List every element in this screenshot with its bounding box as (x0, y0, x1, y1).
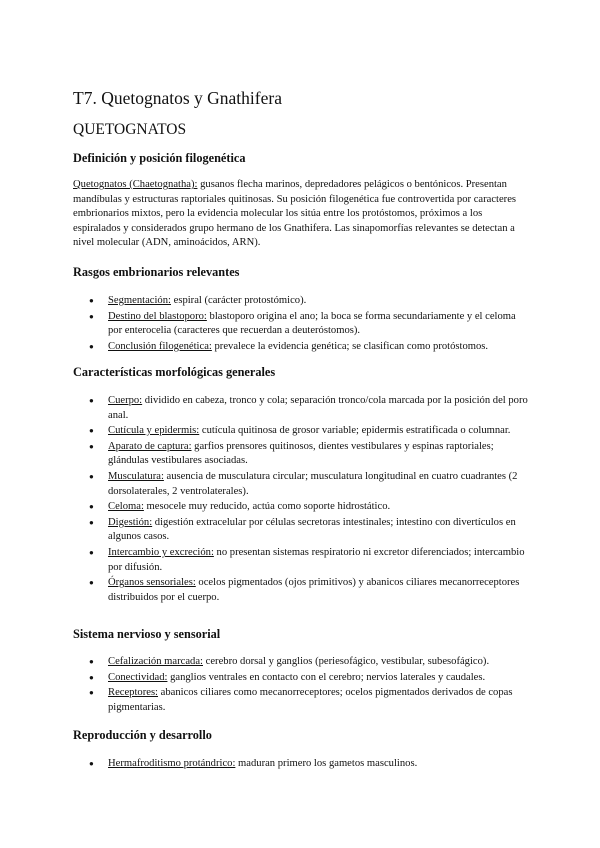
heading-morfologia: Características morfológicas generales (73, 365, 276, 379)
list-item (73, 470, 529, 499)
heading-rasgos: Rasgos embrionarios relevantes (73, 265, 240, 279)
item-text: cutícula quitinosa de grosor variable; epidermis estratificada o columnar. (199, 425, 511, 437)
item-term: Hermafroditismo protándrico: (108, 758, 236, 769)
item-term: Aparato de captura: (108, 440, 192, 452)
list-item (73, 340, 529, 355)
list-item (73, 424, 529, 439)
list-item (73, 576, 529, 605)
list-item (73, 686, 529, 715)
item-term: Destino del blastoporo: (108, 310, 207, 322)
item-term: Celoma: (108, 501, 144, 513)
item-text: digestión extracelular por células secretoras intestinales; intestino con divertículos en algunos casos. (108, 516, 516, 543)
item-term: Cefalización marcada: (108, 656, 203, 667)
morfologia-list (73, 394, 529, 606)
item-term: Órganos sensoriales: (108, 577, 196, 589)
item-term: Cuerpo: (108, 395, 143, 406)
definicion-paragraph (73, 178, 529, 251)
list-item (73, 671, 529, 686)
item-term: Receptores: (108, 687, 159, 699)
item-text: mesocele muy reducido, actúa como soporte hidrostático. (143, 501, 391, 513)
list-item (73, 500, 529, 515)
list-item (73, 394, 529, 423)
list-item (73, 294, 529, 309)
item-text: prevalece la evidencia genética; se clasifican como protóstomos. (211, 340, 489, 352)
item-text: blastoporo origina el ano; la boca se forma secundariamente y el celoma por enterocelia (caracteres que recuerdan a deuteróstomos). (108, 310, 516, 337)
item-text: abanicos ciliares como mecanorreceptores; ocelos pigmentados derivados de copas pigmentarias. (108, 687, 513, 713)
item-term: Segmentación: (108, 295, 171, 306)
definicion-text: gusanos flecha marinos, depredadores pelágicos o bentónicos. Presentan mandíbulas y estructuras raptoriales quitinosas. Su posición filogenética fue controvertida por caracteres embrionarios mixtos, pero la evidencia molecular los sitúa entre los protóstomos, próximos a los espiralados y considerados grupo hermano de los Gnathifera. Las sinapomorfías relevantes se detectan a nivel molecular (ADN, aminoácidos, ARN). (73, 179, 517, 249)
document-title: T7. Quetognatos y Gnathifera (73, 88, 282, 108)
list-item (73, 310, 529, 339)
item-text: dividido en cabeza, tronco y cola; separación tronco/cola marcada por la posición del poro anal. (108, 395, 528, 421)
item-text: no presentan sistemas respiratorio ni excretor diferenciados; intercambio por difusión. (108, 546, 525, 573)
item-text: garfios prensores quitinosos, dientes vestibulares y espinas raptoriales; glándulas vestibulares asociadas. (108, 440, 494, 467)
heading-reproduccion: Reproducción y desarrollo (73, 728, 212, 742)
list-item (73, 440, 529, 469)
reproduccion-list (73, 757, 529, 773)
section-title: QUETOGNATOS (73, 121, 187, 138)
item-term: Musculatura: (108, 470, 164, 482)
item-term: Intercambio y excreción: (108, 546, 214, 558)
item-term: Cutícula y epidermis: (108, 425, 200, 437)
list-item (73, 516, 529, 545)
item-text: ocelos pigmentados (ojos primitivos) y abanicos ciliares mecanorreceptores distribuidos por el cuerpo. (108, 577, 520, 603)
item-text: cerebro dorsal y ganglios (periesofágico, vestibular, subesofágico). (203, 656, 490, 667)
heading-sistema: Sistema nervioso y sensorial (73, 627, 221, 641)
item-term: Conclusión filogenética: (108, 340, 212, 352)
definicion-term: Quetognatos (Chaetognatha): (73, 179, 198, 190)
heading-definicion: Definición y posición filogenética (73, 151, 246, 165)
item-text: ausencia de musculatura circular; musculatura longitudinal en cuatro cuadrantes (2 dorsolaterales, 2 ventrolaterales). (108, 470, 518, 497)
sistema-list (73, 655, 529, 716)
rasgos-list (73, 294, 529, 355)
list-item (73, 655, 529, 670)
item-term: Conectividad: (108, 671, 168, 683)
item-text: maduran primero los gametos masculinos. (235, 758, 418, 769)
list-item (73, 757, 529, 772)
item-text: ganglios ventrales en contacto con el cerebro; nervios laterales y caudales. (167, 671, 486, 683)
item-term: Digestión: (108, 516, 153, 528)
item-text: espiral (carácter protostómico). (170, 295, 307, 306)
list-item (73, 546, 529, 575)
